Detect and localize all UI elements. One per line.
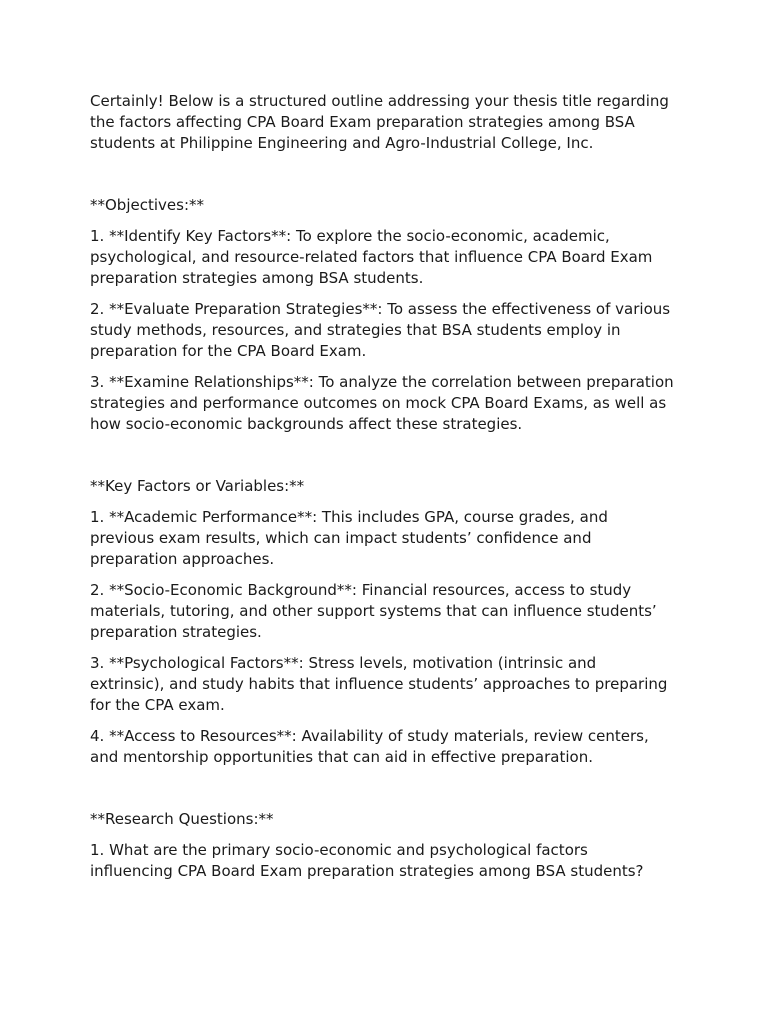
research-question-item: 1. What are the primary socio-economic and psychological factors influencing CPA Board Exam preparation strategies among BSA students? [90,841,644,880]
intro-paragraph: Certainly! Below is a structured outline addressing your thesis title regarding the factors affecting CPA Board Exam preparation strategies among BSA students at Philippine Engineering and Agro-Industrial College, Inc. [90,92,669,152]
key-factor-item: 4. **Access to Resources**: Availability of study materials, review centers, and mentorship opportunities that can aid in effective preparation. [90,727,649,766]
document-page [90,91,680,892]
research-questions-heading: **Research Questions:** [90,810,274,828]
key-factor-item: 2. **Socio-Economic Background**: Financial resources, access to study materials, tutoring, and other support systems that can influence students’ preparation strategies. [90,581,657,641]
objectives-section [90,195,680,435]
research-questions-section [90,809,680,882]
objectives-heading: **Objectives:** [90,196,204,214]
objective-item: 2. **Evaluate Preparation Strategies**: To assess the effectiveness of various study methods, resources, and strategies that BSA students employ in preparation for the CPA Board Exam. [90,300,671,360]
key-factors-heading: **Key Factors or Variables:** [90,477,305,495]
objective-item: 3. **Examine Relationships**: To analyze the correlation between preparation strategies and performance outcomes on mock CPA Board Exams, as well as how socio-economic backgrounds affect these strategies. [90,373,674,433]
key-factor-item: 1. **Academic Performance**: This includes GPA, course grades, and previous exam results, which can impact students’ confidence and preparation approaches. [90,508,608,568]
key-factor-item: 3. **Psychological Factors**: Stress levels, motivation (intrinsic and extrinsic), and study habits that influence students’ approaches to preparing for the CPA exam. [90,654,668,714]
objective-item: 1. **Identify Key Factors**: To explore the socio-economic, academic, psychological, and resource-related factors that influence CPA Board Exam preparation strategies among BSA students. [90,227,653,287]
key-factors-section [90,476,680,768]
